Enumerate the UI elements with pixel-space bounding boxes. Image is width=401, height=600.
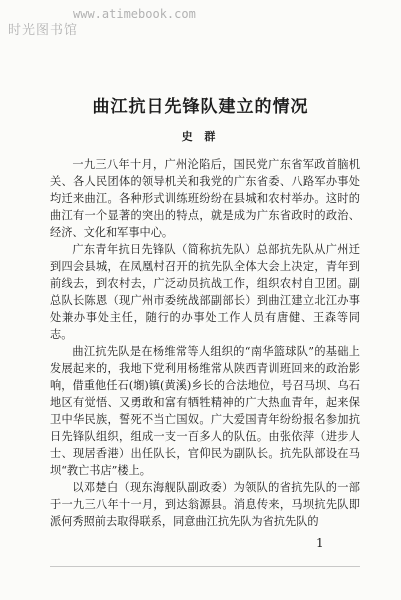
page-number: 1: [316, 536, 324, 550]
paragraph-2: 广东青年抗日先锋队（简称抗先队）总部抗先队从广州迁到四会县城，在凤凰村召开的抗先队全体大会上决定，青年到前线去，到农村去，广泛动员抗战工作，组织农村自卫团。副总队长陈恩（现广州市委统战部副部长）到曲江建立北江办事处兼办事处主任，随行的办事处工作人员有唐健、王森等同志。: [50, 243, 360, 341]
paragraph-1: 一九三八年十月，广州沦陷后，国民党广东省军政首脑机关、各人民团体的领导机关和我党的广东省委、八路军办事处均迁来曲江。各种形式训练班纷纷在县城和农村举办。这时的曲江有一个显著的突出的特点，就是成为广东省政时的政治、经济、文化和军事中心。: [50, 158, 360, 239]
paragraph-4: 以邓楚白（现东海舰队副政委）为领队的省抗先队的一部于一九三八年十一月，到达翁源县。消息传来，马坝抗先队即派何秀照前去取得联系，同意曲江抗先队为省抗先队的: [50, 481, 360, 528]
bottom-rule: [50, 566, 360, 567]
watermark-site-name: 时光图书馆: [8, 23, 79, 38]
article-author: 史 群: [181, 130, 220, 143]
paragraph-3: 曲江抗先队是在杨维常等人组织的“南华篮球队”的基础上发展起来的，我地下党利用杨维常从陕西青训班回来的政治影响，借重他任石(㙟)镇(黄溪)乡长的合法地位，号召马坝、乌石地区有觉悟、又勇敢和富有牺牲精神的广大热血青年，起来保卫中华民族，誓死不当亡国奴。广大爱国青年纷纷报名参加抗日先锋队组织，组成一支一百多人的队伍。由张依萍（进步人士、现居香港）出任队长，官仰民为副队长。抗先队部设在马坝“教亡书店”楼上。: [50, 345, 360, 477]
article-body: [50, 156, 360, 530]
article-title: 曲江抗日先锋队建立的情况: [92, 97, 309, 117]
watermark-host: www.atimebook.com: [73, 7, 196, 21]
watermark: [8, 4, 208, 44]
